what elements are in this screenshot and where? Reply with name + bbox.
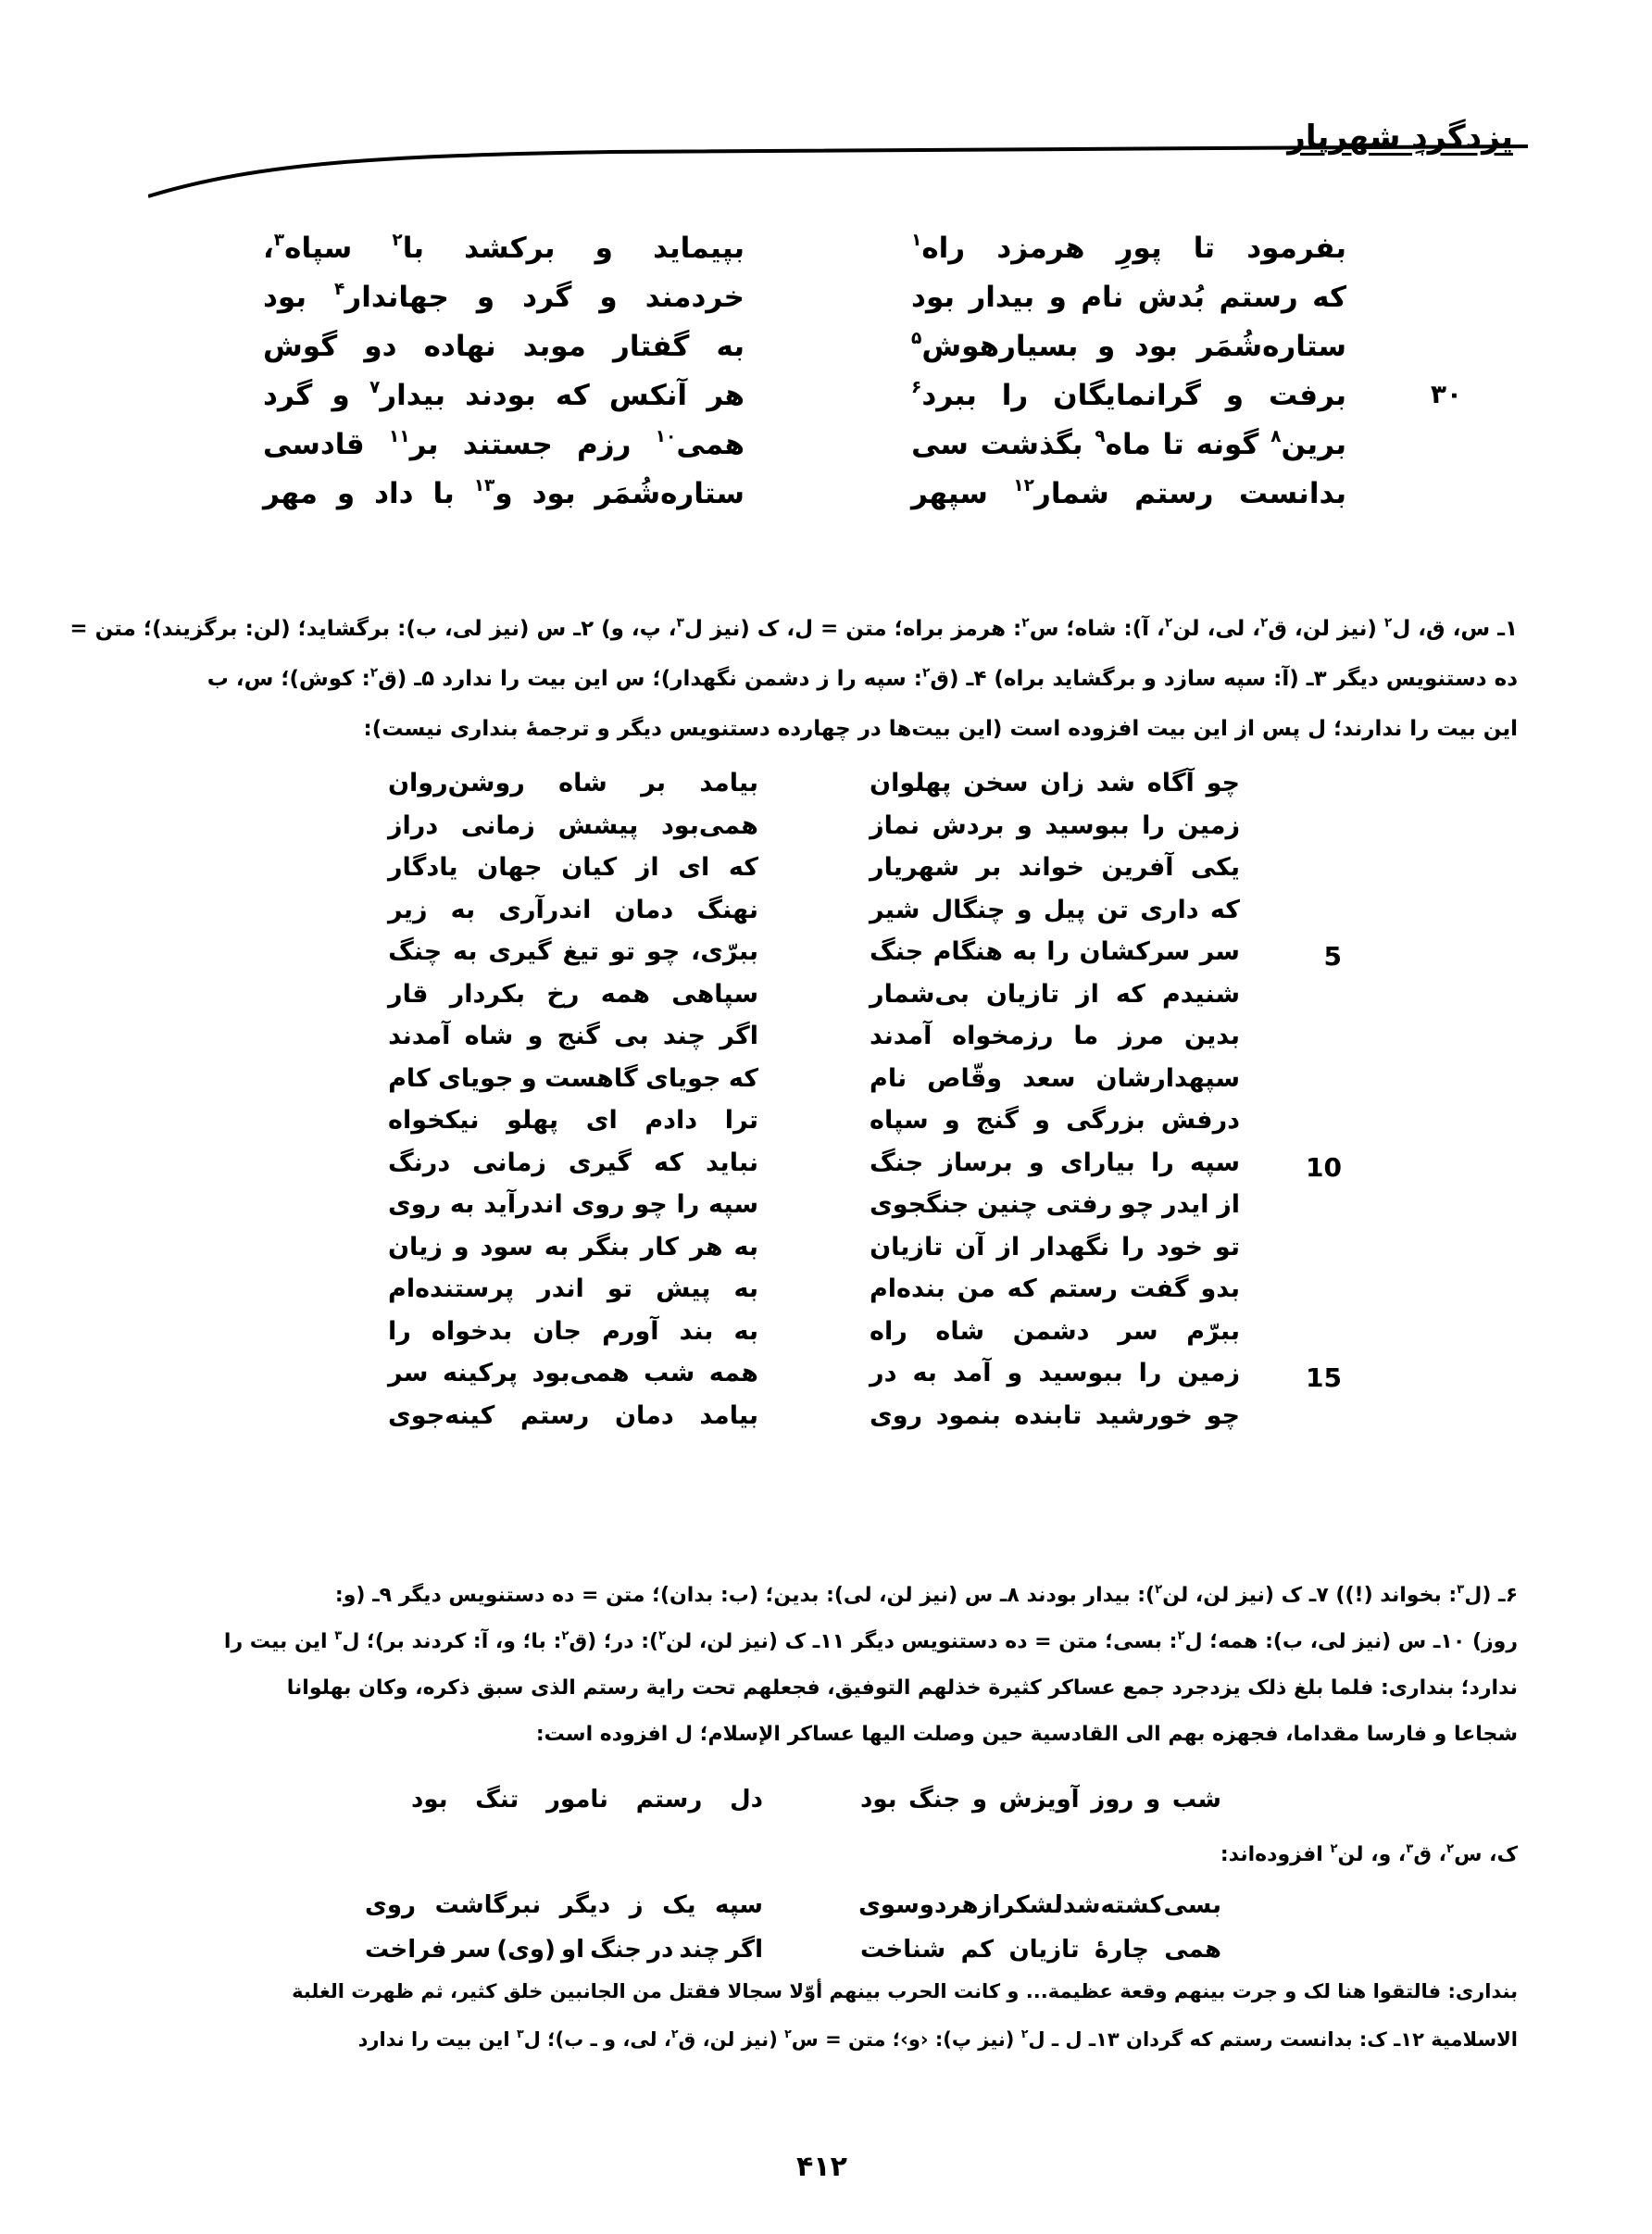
verse-left-hemistich: به بند آورم جان بدخواه را [388,1316,758,1346]
footnote-line: شجاعا و فارسا مقداما، فجهزه بهم الی القادسیة حین وصلت الیها عساکر الإسلام؛ ل افزوده است: [535,1723,1518,1746]
added-intro-k: ک، س$^۲$، ق$^۳$، و، لن$^۲$ افزوده‌اند: [1220,1841,1518,1866]
verse-left-hemistich: اگر چند بی گنج و شاه آمدند [388,1022,758,1050]
verse-left-hemistich: همه شب همی‌بود پرکینه سر [388,1359,758,1387]
verse-left-hemistich: ستاره‌شُمَر بود و$^{۱۳}$ با داد و مهر [263,475,745,510]
footnote-line: ۱ـ س، ق، ل$^۲$ (نیز لن، ق$^۲$، لی، لن$^۲$، آ): شاه؛ س$^۲$: هرمز براه؛ متن = ل، ک (نیز ل$^۳$، پ، و) ۲ـ س (نیز لی، ب): برگشاید؛ (لن: برگزیند)؛ متن = [69,615,1518,641]
verse-right-hemistich: که داری تن پیل و چنگال شیر [870,895,1240,924]
verse-right-hemistich: درفش بزرگی و گنج و سپاه [870,1106,1240,1135]
page-number: ۴۱۲ [796,2151,847,2183]
verse-left-hemistich: بیامد دمان رستم کینه‌جوی [388,1400,758,1430]
verse-left-hemistich: سپه را چو روی اندرآید به روی [388,1190,758,1219]
verse-left-hemistich: بیامد بر شاه روشن‌روان [388,769,758,797]
footnote-line: ندارد؛ بنداری: فلما بلغ ذلک یزدجرد جمع عساکر کثیرة خذلهم التوفیق، فجعلهم تحت رایة رستم الذی سبق ذکره، وکان بهلوانا [286,1676,1518,1700]
verse-left-hemistich: که ای از کیان جهان یادگار [388,853,758,882]
verse-left-hemistich: ببرّی، چو تو تیغ گیری به چنگ [388,937,758,966]
verse-line-number: 5 [1323,941,1342,972]
verse-line-number: ۳۰ [1430,379,1462,409]
footnote-line: ۶ـ (ل$^۳$: بخواند (!)) ۷ـ ک (نیز لن، لن$^۲$): بیدار بودند ۸ـ س (نیز لن، لی): بدین؛ (ب: بدان)؛ متن = ده دستنویس دیگر ۹ـ (و: [334,1582,1518,1607]
footnote-line: الاسلامیة ۱۲ـ ک: بدانست رستم که گردان ۱۳ـ ل ـ ل$^۲$ (نیز پ): ‹و›؛ متن = س$^۲$ (نیز لن، ق$^۲$، لی، و ـ ب)؛ ل$^۳$ این بیت را ندارد [357,2027,1518,2051]
verse-right-hemistich: بفرمود تا پورِ هرمزد راه$^۱$ [911,230,1346,265]
verse-left-hemistich: همی$^{۱۰}$ رزم جستند بر$^{۱۱}$ قادسی [263,426,745,461]
verse-left-hemistich: که جویای گاهست و جویای کام [388,1063,758,1093]
verse-line-number: 10 [1306,1151,1342,1183]
verse-right-hemistich: یکی آفرین خواند بر شهریار [870,853,1240,882]
verse-right-hemistich: سپه را بیارای و برساز جنگ [870,1148,1240,1177]
verse-right-hemistich: چو آگاه شد زان سخن پهلوان [870,769,1240,797]
verse-right-hemistich: همی چارهٔ تازیان کم شناخت [860,1936,1221,1964]
footnote-line: ده دستنویس دیگر ۳ـ (آ: سپه سازد و برگشاید براه) ۴ـ (ق$^۲$: سپه را ز دشمن نگهدار)؛ س این بیت را ندارد ۵ـ (ق$^۲$: کوش)؛ س، ب [206,665,1518,691]
verse-right-hemistich: بدانست رستم شمار$^{۱۲}$ سپهر [911,475,1346,510]
verse-right-hemistich: سپهدارشان سعد وقّاص نام [870,1063,1240,1093]
verse-left-hemistich: سپه یک ز دیگر نبرگاشت روی [365,1891,763,1919]
header-curved-rule [148,139,1528,204]
footnote-line: بنداری: فالتقوا هنا لک و جرت بینهم وقعة عظیمة... و کانت الحرب بینهم أوّلا سجالا فقتل من الجانبین خلق کثیر، ثم ظهرت الغلبة [292,1980,1518,2002]
verse-left-hemistich: ترا دادم ای پهلو نیکخواه [388,1106,758,1135]
verse-left-hemistich: دل رستم نامور تنگ بود [411,1786,763,1814]
verse-right-hemistich: بدین مرز ما رزمخواه آمدند [870,1022,1240,1050]
verse-right-hemistich: چو خورشید تابنده بنمود روی [870,1400,1240,1430]
verse-right-hemistich: از ایدر چو رفتی چنین جنگجوی [870,1190,1240,1219]
verse-left-hemistich: به گفتار موبد نهاده دو گوش [263,330,745,363]
verse-right-hemistich: برین$^۸$ گونه تا ماه$^۹$ بگذشت سی [911,426,1346,461]
footnote-line: روز) ۱۰ـ س (نیز لی، ب): همه؛ ل$^۲$: بسی؛ متن = ده دستنویس دیگر ۱۱ـ ک (نیز لن، لن$^۲$): در؛ (ق$^۲$: با؛ و، آ: کردند بر)؛ ل$^۳$ این بیت را [223,1628,1518,1653]
footnote-line: این بیت را ندارند؛ ل پس از این بیت افزوده است (این بیت‌ها در چهارده دستنویس دیگر و ترجمهٔ بنداری نیست): [363,717,1518,741]
verse-left-hemistich: هر آنکس که بودند بیدار$^۷$ و گرد [263,377,745,412]
verse-left-hemistich: بپیماید و برکشد با$^۲$ سپاه$^۳$، [263,230,745,265]
verse-right-hemistich: بدو گفت رستم که من بنده‌ام [870,1274,1240,1303]
verse-right-hemistich: سر سرکشان را به هنگام جنگ [870,937,1240,966]
verse-right-hemistich: برفت و گرانمایگان را ببرد$^۶$ [911,377,1346,412]
verse-right-hemistich: زمین را ببوسید و آمد به در [870,1359,1240,1387]
verse-left-hemistich: اگر چند در جنگ او (وی) سر فراخت [365,1936,763,1964]
verse-left-hemistich: نباید که گیری زمانی درنگ [388,1148,758,1177]
verse-left-hemistich: خردمند و گرد و جهاندار$^۴$ بود [263,279,745,314]
verse-right-hemistich: زمین را ببوسید و بردش نماز [870,810,1240,840]
verse-left-hemistich: نهنگ دمان اندرآری به زیر [388,895,758,924]
verse-right-hemistich: ستاره‌شُمَر بود و بسیارهوش$^۵$ [911,328,1346,363]
verse-right-hemistich: ببرّم سر دشمن شاه راه [870,1316,1240,1346]
verse-right-hemistich: که رستم بُدش نام و بیدار بود [911,281,1346,314]
verse-right-hemistich: شنیدم که از تازیان بی‌شمار [870,979,1240,1009]
verse-right-hemistich: شب و روز آویزش و جنگ بود [860,1786,1221,1814]
verse-line-number: 15 [1306,1362,1342,1393]
verse-left-hemistich: به پیش تو اندر پرستنده‌ام [388,1274,758,1303]
verse-right-hemistich: بسی کشته شد لشکر از هر دو سوی [858,1891,1221,1919]
verse-left-hemistich: همی‌بود پیشش زمانی دراز [388,810,758,840]
running-head-title: یزدگردِ شهریار [1287,119,1513,156]
verse-left-hemistich: سپاهی همه رخ بکردار قار [388,979,758,1009]
verse-left-hemistich: به هر کار بنگر به سود و زیان [388,1232,758,1261]
verse-right-hemistich: تو خود را نگهدار از آن تازیان [870,1232,1240,1261]
